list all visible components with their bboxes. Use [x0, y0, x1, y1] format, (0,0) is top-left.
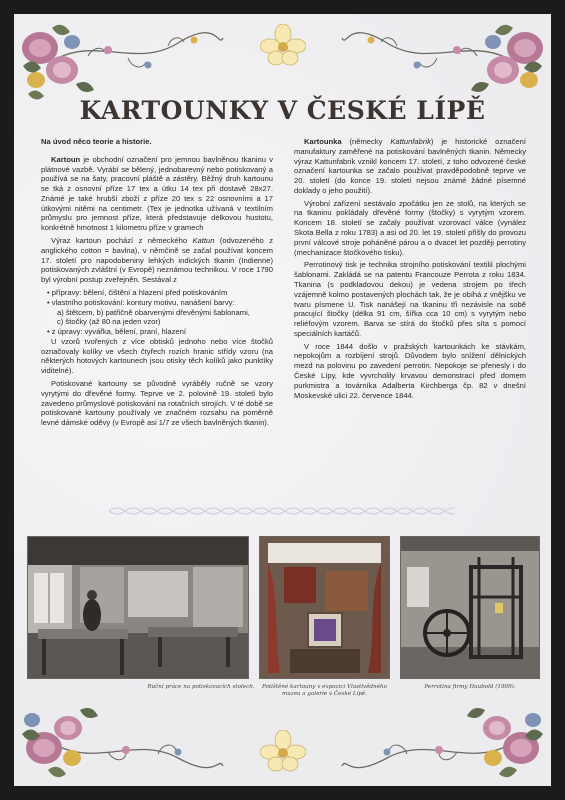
term-kattunfabrik: Kattunfabrik [390, 137, 431, 146]
paragraph-text: je obchodní označení pro jemnou bavlněnou tkaninu v plátnové vazbě. Vyrábí se bělený, jednobarevný nebo potiskovaný a používá se na šaty, pracovní pláště a zástěry. Běžný druh kartounu se tká z osnovní příze 17 tex a útku 14 tex při dostavě 28x27. Známé je také hrubší zboží z příze 20 tex s 22 osnovními a 17 útkovými nitěmi na centimetr. (Tex je jednotka užívaná v textilním průmyslu pro jemnost příze, která představuje délkovou hustotu, konkrétně hmotnost 1 kilometru příze v gramech [41, 154, 273, 233]
paragraph-1844: V roce 1844 došlo v pražských kartounkách ke stávkám, nepokojům a rozbíjení strojů. Důvodem bylo snížení dělnických mezd na polovinu po zavedení perrotin. Nepokoje se přenesly i do České Lípy, kde vyvrcholily krvavou demonstrací před domem purkmistra a továrníka Adalberta Kirchberga čp. 82 v dnešní Moskevské ulici 22. července 1844. [294, 341, 526, 400]
caption-photo-3: Perrotina firmy Haubold (1909). [424, 684, 516, 690]
list-item: • z úpravy: vyvářka, bělení, praní, hlazení [47, 327, 186, 337]
paragraph-origin [41, 236, 273, 285]
paragraph-kartoun [41, 155, 273, 233]
list-item: • vlastního potiskování: kontury motivu, nanášení barvy: [47, 297, 235, 307]
intro-heading: Na úvod něco teorie a historie. [41, 137, 152, 146]
floral-ornament-top-right [337, 18, 547, 108]
paragraph-text: ) je historické označení manufaktury zaměřené na potiskování bavlněných tkanin. Německy výraz Kattunfabrik vznikl koncem 17. století, z toho odvozené české označení kartounka se začalo používat pravděpodobně teprve ve 20. století (do konce 19. století nejsou známé žádné písemné doklady o jeho použití). [294, 137, 526, 195]
ornamental-divider [109, 506, 455, 516]
left-column [41, 137, 273, 431]
photo-printing-tables [27, 536, 249, 679]
term-kartounka: Kartounka [304, 137, 342, 146]
paragraph-patterns: U vzorů tvořených z více obtisků jednoho nebo více štočků označovaly kolíky ve všech čtyřech rozích hranic střídy vzoru (na některých hotových kartounech jsou otisky těch kolíků jako punktíky viditelné). [41, 336, 273, 376]
caption-photo-1: Ruční práce na potiskovacích stolech. [147, 684, 255, 690]
photo-image [260, 537, 389, 678]
article-columns [41, 137, 527, 509]
photo-museum-exhibit [259, 536, 390, 679]
floral-ornament-bottom-right [337, 696, 547, 782]
floral-ornament-bottom-center [260, 730, 306, 772]
floral-ornament-top-center [260, 24, 306, 66]
poster-title: KARTOUNKY V ČESKÉ LÍPĚ [79, 96, 486, 125]
caption-photo-2: Potištěné kartouny v expozici Vlastivědného muzea a galerie v České Lípě. [261, 684, 387, 698]
term-kartoun: Kartoun [51, 154, 81, 164]
photo-image [401, 537, 539, 678]
paragraph-text: (německy [341, 137, 391, 146]
photo-image [28, 537, 248, 678]
term-kattun: Kattun [192, 236, 215, 246]
sub-list-item: a) štětcem, b) patřičně obarvenými dřevěnými šablonami, [57, 307, 250, 317]
paragraph-text: Výraz kartoun pochází z německého [51, 236, 193, 246]
floral-ornament-bottom-left [18, 696, 228, 782]
paragraph-text: (odvozeného z anglického cotton = bavlna), v němčině se začal používat koncem 17. století pro napodobeniny lehkých indických tkanin (Indienne) potiskovaných zvláštní (v Evropě) neznámou technikou. V roce 1790 byl výrobní postup zveřejněn. Sestával z [41, 236, 273, 285]
right-column [294, 137, 526, 403]
poster-board [14, 14, 551, 786]
photo-perrotine-machine [400, 536, 540, 679]
paragraph-kartounka [294, 137, 526, 196]
list-item: • přípravy: bělení, čištění a hlazení před potiskováním [47, 287, 228, 297]
sub-list-item: c) štočky (až 80 na jeden vzor) [57, 317, 161, 327]
paragraph-perrotine: Perrotinový tisk je technika strojního potiskování textilií plochými šablonami. Zakládá se na patentu Francouze Perrota z roku 1834. Tkanina (s podkladovou dekou) je vedena strojem po třech vzájemně kolmo postavených plochách tak, že je obíhá z vnějšku ve tvaru písmene U. Tisk nanášejí na tkaninu tři nezávisle na sobě pracující štočky (délka 91 cm, šířka cca 10 cm) s vyrytým nebo reliéfovým vzorem. Barva se stírá do štočků přes síta s pomocí speciálních kartáčů. [294, 260, 526, 338]
paragraph-printing: Potiskované kartouny se původně vyráběly ručně se vzory vyrytými do dřevěné formy. Teprve ve 2. polovině 19. století bylo zavedeno průmyslové potiskování na rotačních strojích. V té době se potiskované kartouny používaly ve značném rozsahu na poměrně levné dámské oděvy (v Evropě asi 1/7 ze všech bavlněných tkanin). [41, 378, 273, 428]
floral-ornament-top-left [18, 18, 228, 108]
paragraph-equipment: Výrobní zařízení sestávalo zpočátku jen ze stolů, na kterých se na tkaninu pokládaly dřevěné formy (štočky) s vyrytým vzorem. Koncem 18. století se začaly používat vzorovací válce (vynález Skota Bella z roku 1783) a asi od 20. let 19. století přišly do provozu první válcové stroje poháněné párou a o dvacet let později perrotiny (mechanizace štočkového tisku). [294, 198, 526, 257]
